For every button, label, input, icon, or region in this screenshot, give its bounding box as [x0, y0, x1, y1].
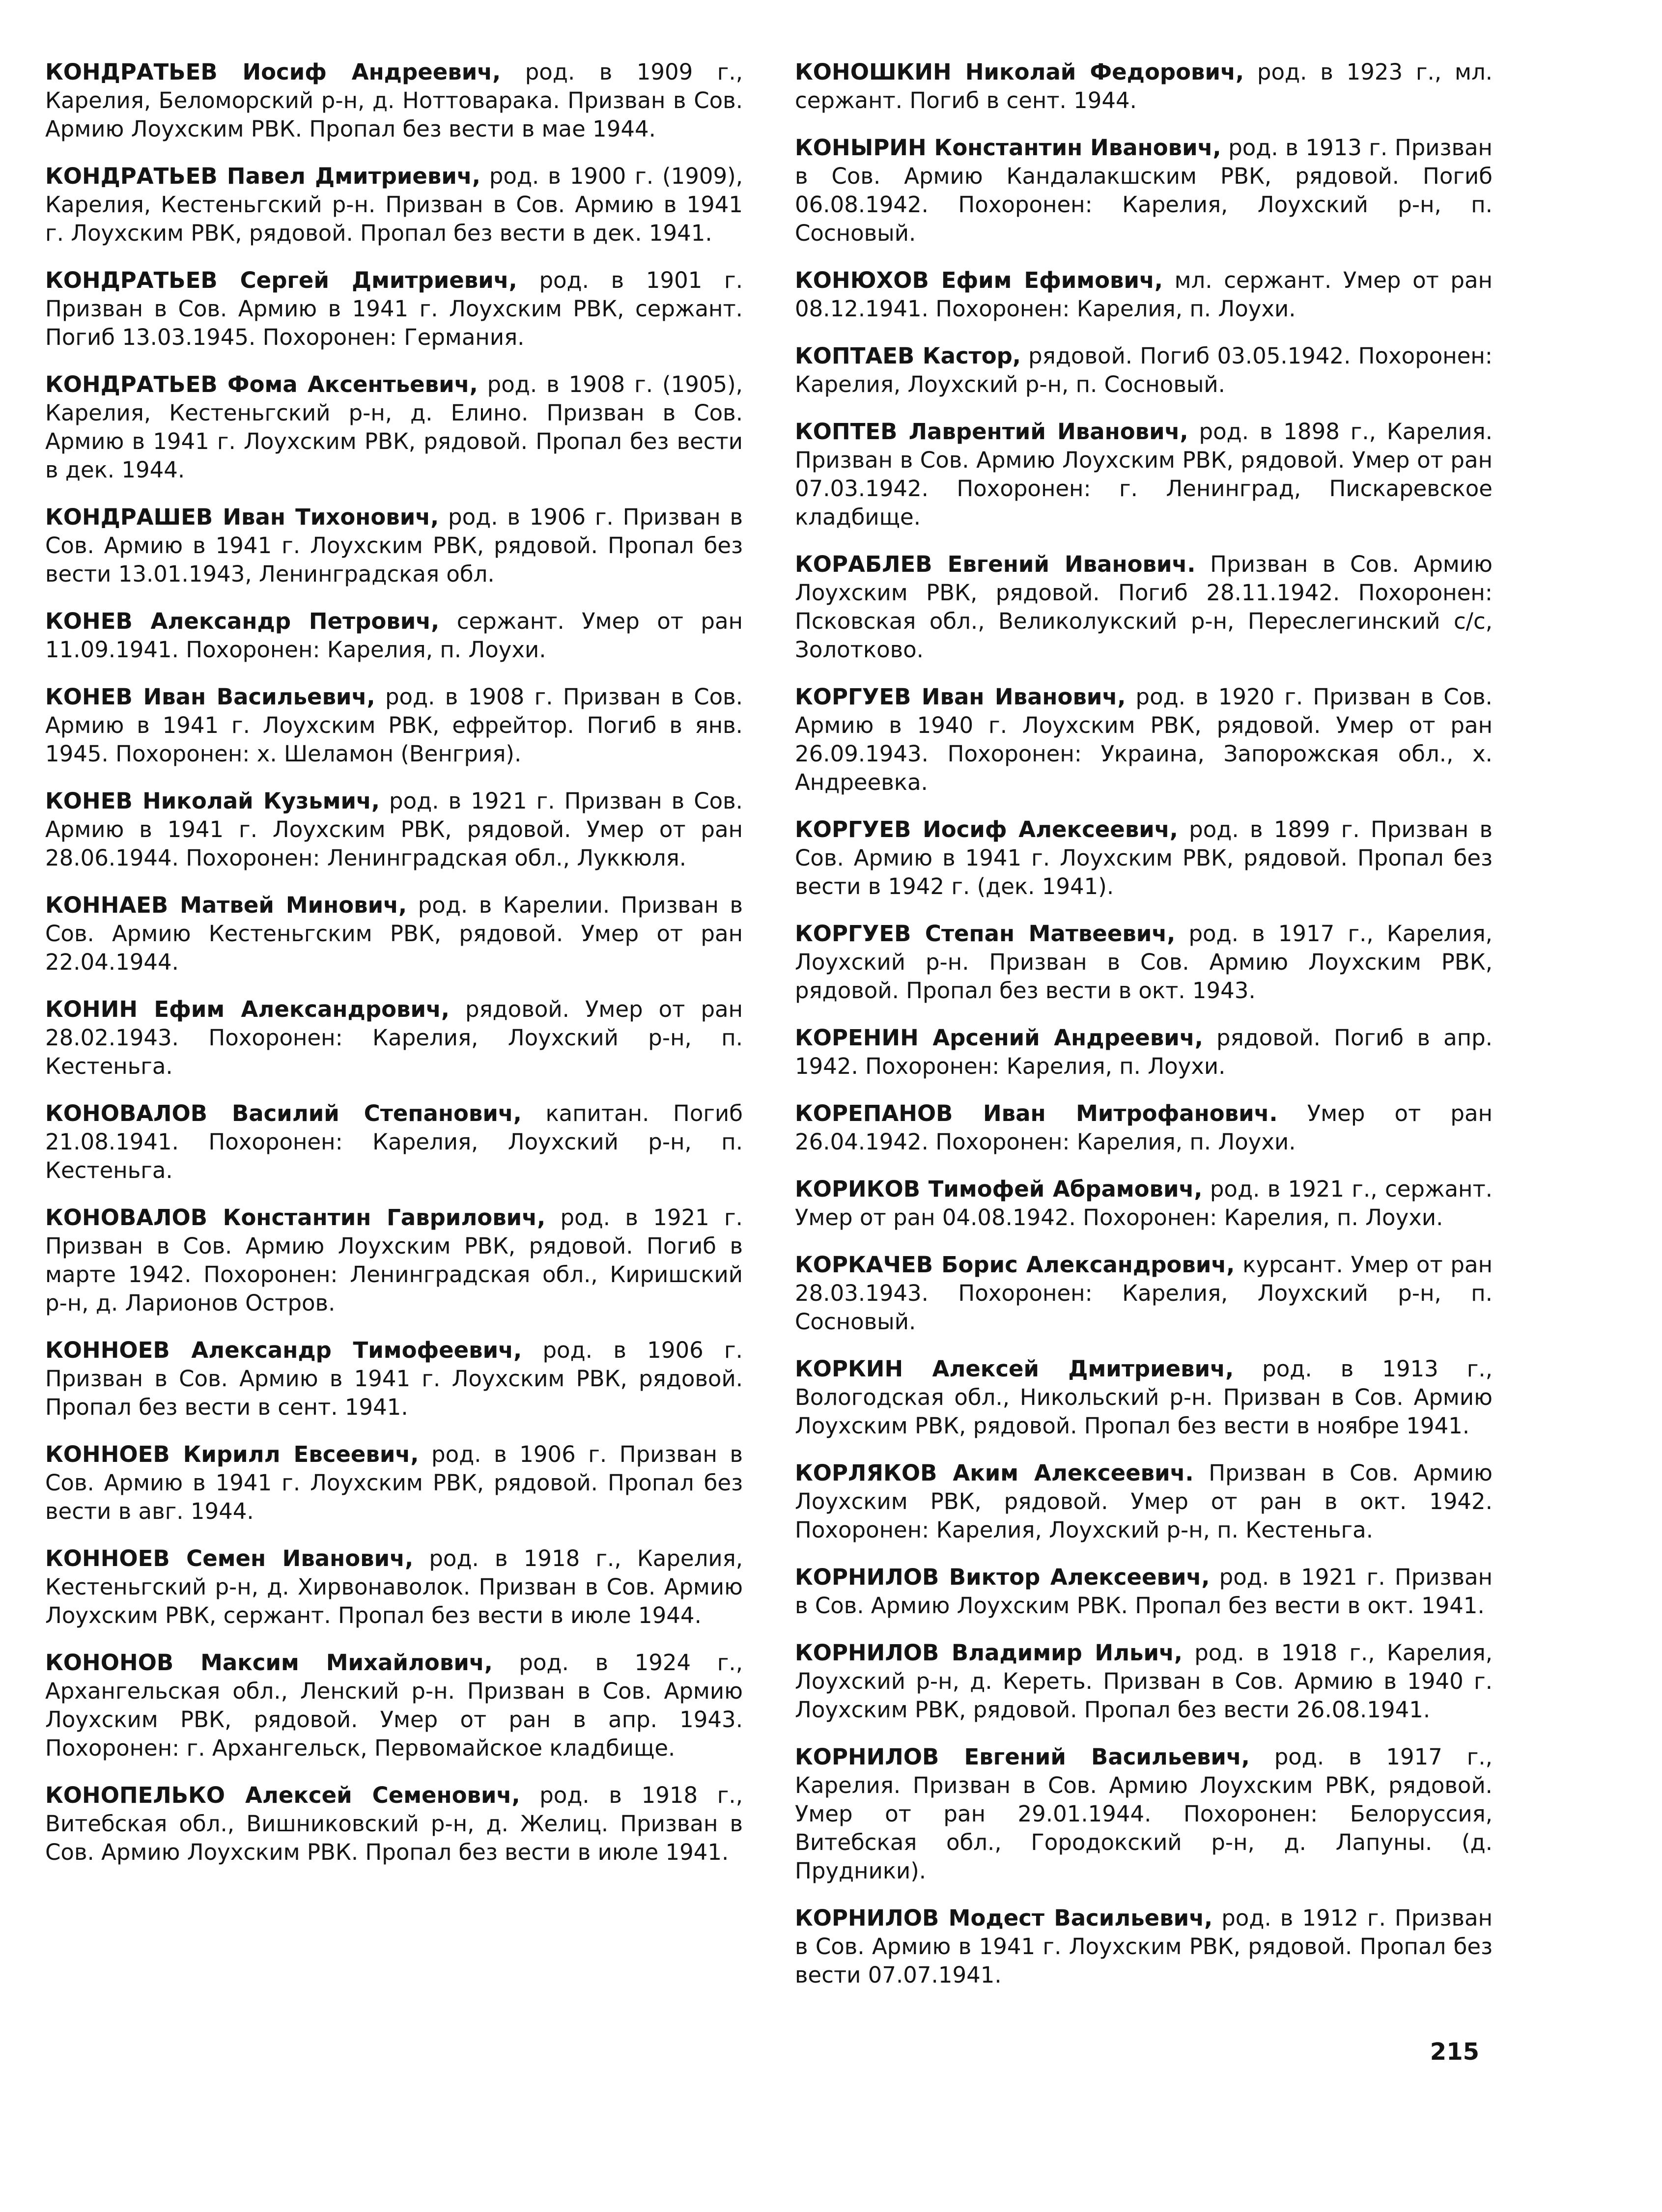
entry-name: КОНОВАЛОВ Василий Степанович, — [45, 1100, 522, 1126]
entry-name: КОННОЕВ Кирилл Евсеевич, — [45, 1441, 419, 1467]
entry-text: род. в 1901 г. Призван в Сов. Армию в 1941 г. Лоухским РВК, сержант. Погиб 13.03.1945. Похоронен: Германия. — [45, 267, 743, 350]
entry — [45, 1440, 743, 1526]
entry-name: КОНИН Ефим Александрович, — [45, 996, 450, 1022]
entry — [795, 1024, 1493, 1081]
entry-text: род. в 1920 г. Призван в Сов. Армию в 1940 г. Лоухским РВК, рядовой. Умер от ран 26.09.1943. Похоронен: Украина, Запорожская обл., х. Андреевка. — [795, 684, 1493, 795]
entry-name: КОНЮХОВ Ефим Ефимович, — [795, 267, 1163, 293]
entry — [45, 266, 743, 352]
entry-name: КОПТЕВ Лаврентий Иванович, — [795, 419, 1188, 445]
entry-name: КОРАБЛЕВ Евгений Иванович. — [795, 551, 1196, 577]
entry-name: КОРИКОВ Тимофей Абрамович, — [795, 1176, 1203, 1202]
entry — [45, 1204, 743, 1317]
entry — [45, 1336, 743, 1422]
entry-text: сержант. Умер от ран 11.09.1941. Похоронен: Карелия, п. Лоухи. — [45, 608, 743, 663]
entry — [795, 1639, 1493, 1724]
entry — [795, 418, 1493, 532]
entry-text: род. в 1921 г. Призван в Сов. Армию Лоухским РВК. Пропал без вести в окт. 1941. — [795, 1564, 1493, 1619]
entry-text: род. в 1918 г., Карелия, Кестеньгский р-н, д. Хирвонаволок. Призван в Сов. Армию Лоухским РВК, сержант. Пропал без вести в июле 1944. — [45, 1545, 743, 1628]
entry-text: рядовой. Погиб 03.05.1942. Похоронен: Карелия, Лоухский р-н, п. Сосновый. — [795, 343, 1493, 397]
entry-name: КОННАЕВ Матвей Минович, — [45, 892, 407, 918]
entry-text: род. в 1899 г. Призван в Сов. Армию в 1941 г. Лоухским РВК, рядовой. Пропал без вести в 1942 г. (дек. 1941). — [795, 816, 1493, 899]
entry — [795, 266, 1493, 323]
entry — [795, 1175, 1493, 1232]
entry-text: род. в 1917 г., Карелия, Лоухский р-н. Призван в Сов. Армию Лоухским РВК, рядовой. Пропал без вести в окт. 1943. — [795, 921, 1493, 1004]
entry-text: род. в 1918 г., Карелия, Лоухский р-н, д. Кереть. Призван в Сов. Армию в 1940 г. Лоухским РВК, рядовой. Пропал без вести 26.08.1941. — [795, 1640, 1493, 1723]
entry — [795, 1251, 1493, 1336]
entry — [45, 1544, 743, 1630]
entry-text: род. в 1900 г. (1909), Карелия, Кестеньгский р-н. Призван в Сов. Армию в 1941 г. Лоухским РВК, рядовой. Пропал без вести в дек. 1941. — [45, 163, 743, 246]
entry-text: род. в 1913 г., Вологодская обл., Никольский р-н. Призван в Сов. Армию Лоухским РВК, рядовой. Пропал без вести в ноябре 1941. — [795, 1356, 1493, 1439]
entry — [795, 134, 1493, 248]
entry-text: род. в 1906 г. Призван в Сов. Армию в 1941 г. Лоухским РВК, рядовой. Пропал без вести в авг. 1944. — [45, 1441, 743, 1524]
entry-name: КОРГУЕВ Иосиф Алексеевич, — [795, 816, 1178, 842]
entry-text: род. в 1898 г., Карелия. Призван в Сов. Армию Лоухским РВК, рядовой. Умер от ран 07.03.1942. Похоронен: г. Ленинград, Пискаревское кладбище. — [795, 419, 1493, 530]
entry-text: род. в 1912 г. Призван в Сов. Армию в 1941 г. Лоухским РВК, рядовой. Пропал без вести 07.07.1941. — [795, 1905, 1493, 1988]
entry-name: КОРГУЕВ Иван Иванович, — [795, 684, 1126, 710]
entry-text: род. в 1908 г. Призван в Сов. Армию в 1941 г. Лоухским РВК, ефрейтор. Погиб в янв. 1945. Похоронен: х. Шеламон (Венгрия). — [45, 684, 743, 767]
entry-text: мл. сержант. Умер от ран 08.12.1941. Похоронен: Карелия, п. Лоухи. — [795, 267, 1493, 322]
entry-name: КОНОВАЛОВ Константин Гаврилович, — [45, 1204, 546, 1231]
entry-text: Призван в Сов. Армию Лоухским РВК, рядовой. Умер от ран в окт. 1942. Похоронен: Карелия, Лоухский р-н, п. Кестеньга. — [795, 1460, 1493, 1543]
entry-text: Призван в Сов. Армию Лоухским РВК, рядовой. Погиб 28.11.1942. Похоронен: Псковская обл., Великолукский р-н, Переслегинский с/с, Золотково. — [795, 551, 1493, 663]
entry — [45, 787, 743, 872]
entry-text: Умер от ран 26.04.1942. Похоронен: Карелия, п. Лоухи. — [795, 1100, 1493, 1155]
entry — [45, 1781, 743, 1867]
entry-text: род. в 1923 г., мл. сержант. Погиб в сент. 1944. — [795, 59, 1493, 113]
entry — [45, 503, 743, 588]
entry-text: род. в 1908 г. (1905), Карелия, Кестеньгский р-н, д. Елино. Призван в Сов. Армию в 1941 г. Лоухским РВК, рядовой. Пропал без вести в дек. 1944. — [45, 371, 743, 483]
entry-text: род. в 1906 г. Призван в Сов. Армию в 1941 г. Лоухским РВК, рядовой. Пропал без вести 13.01.1943, Ленинградская обл. — [45, 504, 743, 587]
entry — [795, 550, 1493, 664]
entry-text: род. в 1913 г. Призван в Сов. Армию Кандалакшским РВК, рядовой. Погиб 06.08.1942. Похоронен: Карелия, Лоухский р-н, п. Сосновый. — [795, 135, 1493, 246]
page-number: 215 — [1430, 2038, 1479, 2066]
entry-text: род. в 1921 г. Призван в Сов. Армию в 1941 г. Лоухским РВК, рядовой. Умер от ран 28.06.1944. Похоронен: Ленинградская обл., Луккюля. — [45, 788, 743, 871]
entry-text: род. в 1906 г. Призван в Сов. Армию в 1941 г. Лоухским РВК, рядовой. Пропал без вести в сент. 1941. — [45, 1337, 743, 1420]
entry-name: КОНОШКИН Николай Федорович, — [795, 59, 1244, 85]
entry — [795, 1563, 1493, 1620]
entry-name: КОРНИЛОВ Владимир Ильич, — [795, 1640, 1183, 1666]
right-column — [795, 58, 1493, 2008]
entry-name: КОРНИЛОВ Евгений Васильевич, — [795, 1744, 1250, 1770]
entry — [45, 162, 743, 248]
entry-name: КОНДРАТЬЕВ Иосиф Андреевич, — [45, 59, 501, 85]
entry-name: КОНОПЕЛЬКО Алексей Семенович, — [45, 1782, 520, 1808]
entry-name: КОРНИЛОВ Виктор Алексеевич, — [795, 1564, 1210, 1590]
entry-name: КОРКАЧЕВ Борис Александрович, — [795, 1252, 1235, 1278]
entry — [795, 815, 1493, 901]
entry — [795, 342, 1493, 399]
entry — [45, 58, 743, 143]
entry — [795, 58, 1493, 115]
entry — [45, 370, 743, 484]
entry-text: капитан. Погиб 21.08.1941. Похоронен: Карелия, Лоухский р-н, п. Кестеньга. — [45, 1100, 743, 1183]
entry — [45, 891, 743, 977]
entry-text: рядовой. Погиб в апр. 1942. Похоронен: Карелия, п. Лоухи. — [795, 1025, 1493, 1079]
entry — [795, 1355, 1493, 1440]
entry — [45, 1649, 743, 1763]
entry — [795, 1904, 1493, 1989]
entry-name: КОНЫРИН Константин Иванович, — [795, 135, 1221, 161]
entry-name: КОНДРАТЬЕВ Фома Аксентьевич, — [45, 371, 478, 397]
entry-name: КОРНИЛОВ Модест Васильевич, — [795, 1905, 1213, 1931]
entry-name: КОНЕВ Иван Васильевич, — [45, 684, 375, 710]
entry — [795, 1459, 1493, 1544]
entry-name: КОНЕВ Николай Кузьмич, — [45, 788, 380, 814]
entry-name: КОНЕВ Александр Петрович, — [45, 608, 440, 634]
entry-text: род. в 1921 г. Призван в Сов. Армию Лоухским РВК, рядовой. Погиб в марте 1942. Похоронен: Ленинградская обл., Киришский р-н, д. Ларионов Остров. — [45, 1204, 743, 1316]
entry-text: род. в Карелии. Призван в Сов. Армию Кестеньгским РВК, рядовой. Умер от ран 22.04.1944. — [45, 892, 743, 975]
entry — [45, 607, 743, 664]
entry — [795, 683, 1493, 797]
entry — [45, 683, 743, 768]
entry — [795, 1743, 1493, 1885]
entry — [45, 1099, 743, 1185]
entry-name: КОННОЕВ Александр Тимофеевич, — [45, 1337, 522, 1363]
entry — [795, 1099, 1493, 1156]
left-column — [45, 58, 743, 1885]
entry-name: КОНДРАШЕВ Иван Тихонович, — [45, 504, 439, 530]
entry-text: курсант. Умер от ран 28.03.1943. Похоронен: Карелия, Лоухский р-н, п. Сосновый. — [795, 1252, 1493, 1335]
entry-name: КОРГУЕВ Степан Матвеевич, — [795, 921, 1176, 947]
entry-name: КОНОНОВ Максим Михайлович, — [45, 1650, 493, 1676]
entry — [45, 995, 743, 1081]
entry — [795, 920, 1493, 1005]
entry-name: КОПТАЕВ Кастор, — [795, 343, 1021, 369]
entry-name: КОНДРАТЬЕВ Павел Дмитриевич, — [45, 163, 480, 189]
entry-text: род. в 1924 г., Архангельская обл., Ленский р-н. Призван в Сов. Армию Лоухским РВК, рядовой. Умер от ран в апр. 1943. Похоронен: г. Архангельск, Первомайское кладбище. — [45, 1650, 743, 1761]
entry-name: КОРКИН Алексей Дмитриевич, — [795, 1356, 1234, 1382]
entry-text: род. в 1917 г., Карелия. Призван в Сов. Армию Лоухским РВК, рядовой. Умер от ран 29.01.1944. Похоронен: Белоруссия, Витебская обл., Городокский р-н, д. Лапуны. (д. Прудники). — [795, 1744, 1493, 1884]
entry-name: КОРЛЯКОВ Аким Алексеевич. — [795, 1460, 1194, 1486]
entry-name: КОРЕНИН Арсений Андреевич, — [795, 1025, 1203, 1051]
entry-text: род. в 1918 г., Витебская обл., Вишниковский р-н, д. Желиц. Призван в Сов. Армию Лоухским РВК. Пропал без вести в июле 1941. — [45, 1782, 743, 1865]
entry-name: КОНДРАТЬЕВ Сергей Дмитриевич, — [45, 267, 517, 293]
entry-name: КОРЕПАНОВ Иван Митрофанович. — [795, 1100, 1278, 1126]
entry-name: КОННОЕВ Семен Иванович, — [45, 1545, 414, 1571]
entry-text: род. в 1921 г., сержант. Умер от ран 04.08.1942. Похоронен: Карелия, п. Лоухи. — [795, 1176, 1493, 1231]
entry-text: рядовой. Умер от ран 28.02.1943. Похоронен: Карелия, Лоухский р-н, п. Кестеньга. — [45, 996, 743, 1079]
entry-text: род. в 1909 г., Карелия, Беломорский р-н, д. Ноттоварака. Призван в Сов. Армию Лоухским РВК. Пропал без вести в мае 1944. — [45, 59, 743, 142]
